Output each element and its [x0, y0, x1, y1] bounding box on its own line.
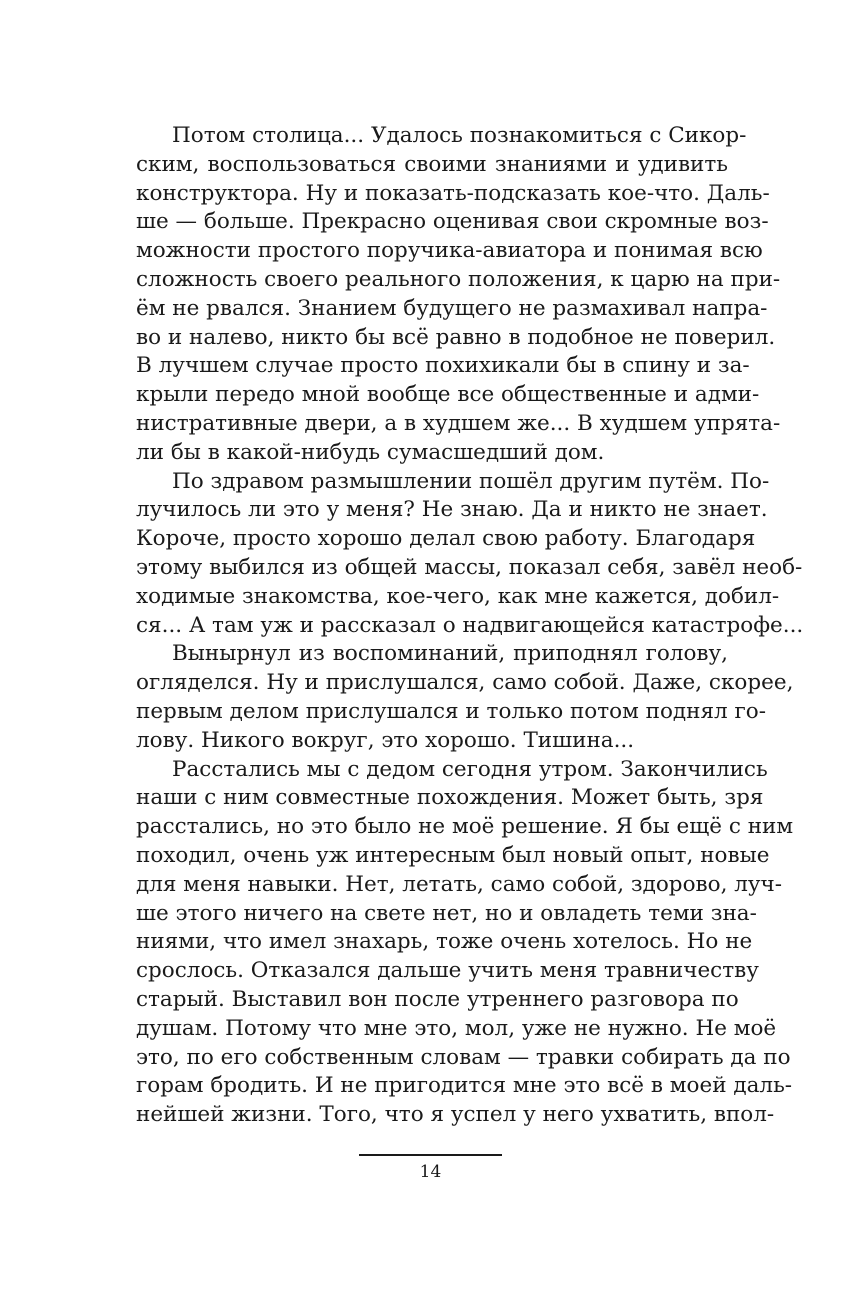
text-line: это, по его собственным словам — травки собирать да по	[136, 1044, 791, 1070]
text-line: лову. Никого вокруг, это хорошо. Тишина...	[136, 727, 635, 753]
text-line: лучилось ли это у меня? Не знаю. Да и никто не знает.	[136, 497, 768, 523]
text-line: Вынырнул из воспоминаний, приподнял голову,	[172, 641, 728, 667]
text-line: походил, очень уж интересным был новый опыт, новые	[136, 842, 770, 868]
text-line: для меня навыки. Нет, летать, само собой, здорово, луч-	[136, 871, 783, 897]
text-line: ским, воспользоваться своими знаниями и удивить	[136, 151, 728, 177]
text-line: сложность своего реального положения, к царю на при-	[136, 266, 781, 292]
text-line: Расстались мы с дедом сегодня утром. Закончились	[172, 756, 768, 782]
text-line: В лучшем случае просто похихикали бы в спину и за-	[136, 353, 750, 379]
text-line: расстались, но это было не моё решение. Я бы ещё с ним	[136, 814, 794, 840]
text-line: срослось. Отказался дальше учить меня травничеству	[136, 958, 759, 984]
text-line: во и налево, никто бы всё равно в подобное не поверил.	[136, 324, 776, 350]
text-line: конструктора. Ну и показать-подсказать кое-что. Даль-	[136, 180, 770, 206]
text-line: огляделся. Ну и прислушался, само собой. Даже, скорее,	[136, 670, 794, 696]
text-line: душам. Потому что мне это, мол, уже не нужно. Не моё	[136, 1015, 777, 1041]
text-line: крыли передо мной вообще все общественные и адми-	[136, 382, 760, 408]
footer-rule	[359, 1154, 502, 1156]
text-line: Короче, просто хорошо делал свою работу. Благодаря	[136, 526, 756, 552]
text-line: ём не рвался. Знанием будущего не размахивал напра-	[136, 295, 768, 321]
text-line: можности простого поручика-авиатора и понимая всю	[136, 238, 763, 264]
text-line: ходимые знакомства, кое-чего, как мне кажется, добил-	[136, 583, 780, 609]
page-number: 14	[419, 1162, 442, 1182]
text-line: Потом столица... Удалось познакомиться с Сикор-	[172, 123, 747, 148]
text-line: ниями, что имел знахарь, тоже очень хотелось. Но не	[136, 929, 753, 955]
body-text	[136, 122, 804, 1130]
text-line: ли бы в какой-нибудь сумасшедший дом.	[136, 439, 605, 465]
text-line: горам бродить. И не пригодится мне это всё в моей даль-	[136, 1073, 793, 1099]
text-line: старый. Выставил вон после утреннего разговора по	[136, 986, 739, 1012]
text-line: нистративные двери, а в худшем же... В худшем упрята-	[136, 410, 781, 436]
text-line: наши с ним совместные похождения. Может быть, зря	[136, 785, 764, 811]
text-line: ся... А там уж и рассказал о надвигающейся катастрофе...	[136, 612, 804, 638]
text-line: нейшей жизни. Того, что я успел у него ухватить, впол-	[136, 1102, 775, 1128]
text-line: ше — больше. Прекрасно оценивая свои скромные воз-	[136, 209, 769, 235]
text-line: ше этого ничего на свете нет, но и овладеть теми зна-	[136, 900, 757, 926]
text-line: По здравом размышлении пошёл другим путём. По-	[172, 468, 770, 494]
text-line: первым делом прислушался и только потом поднял го-	[136, 698, 767, 724]
text-line: этому выбился из общей массы, показал себя, завёл необ-	[136, 554, 803, 580]
